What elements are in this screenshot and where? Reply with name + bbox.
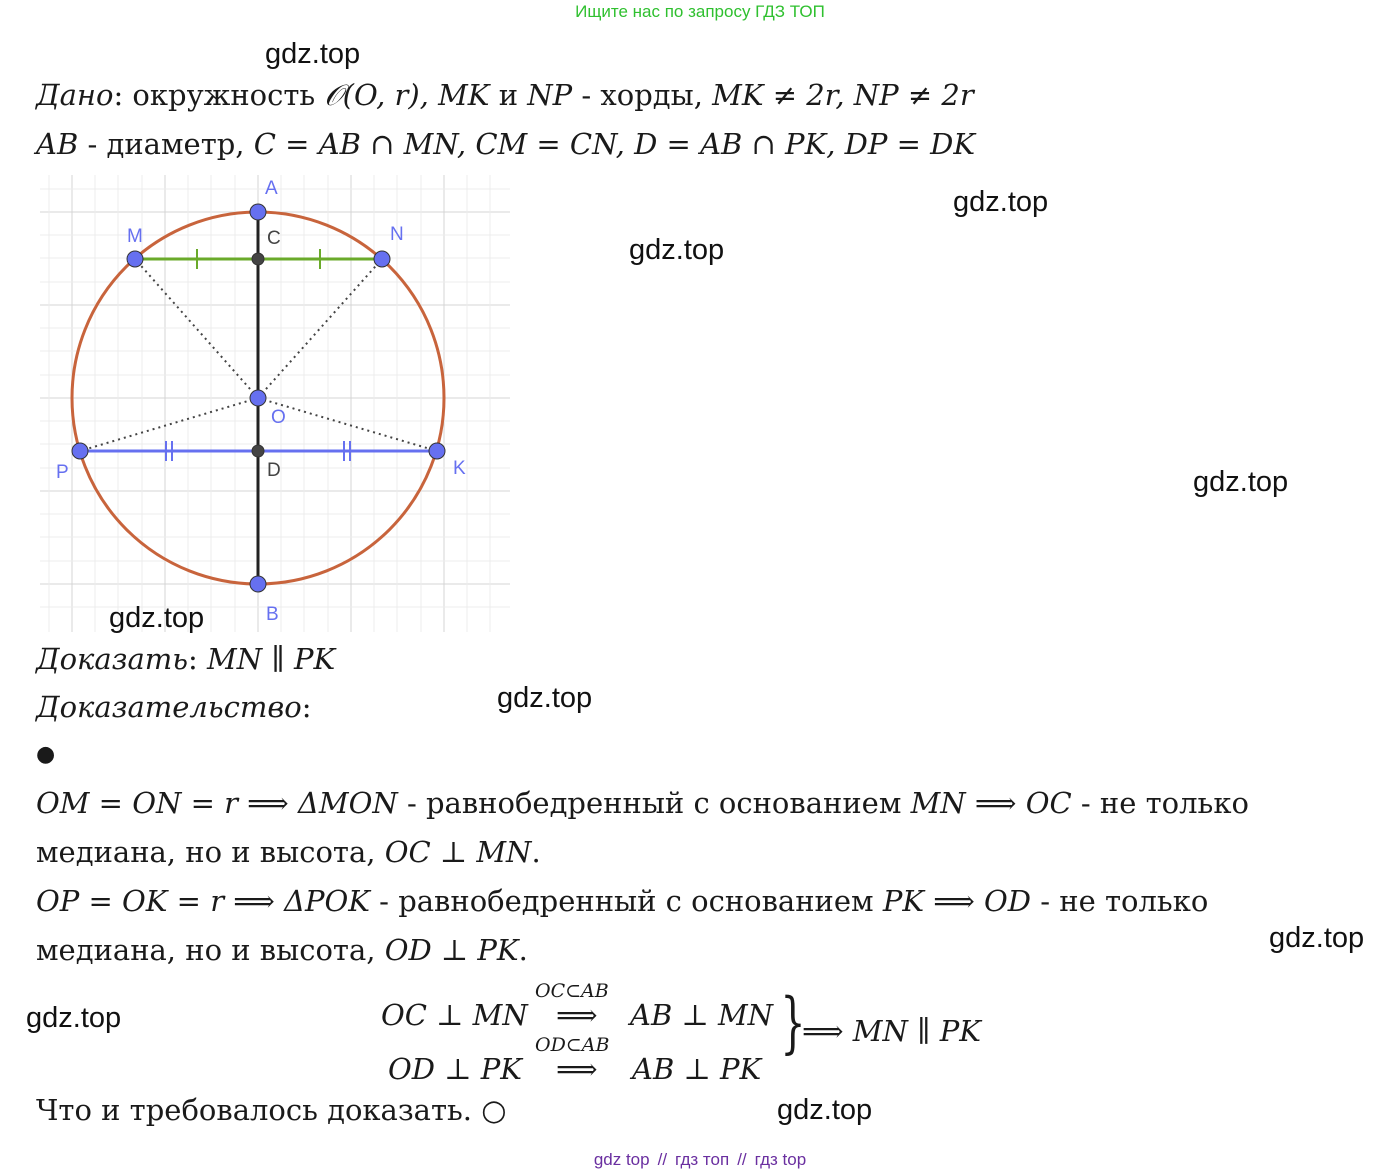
prove-line <box>36 642 335 676</box>
system-brace: } <box>780 984 806 1061</box>
system-row2-condition: OD⊂AB <box>535 1034 610 1056</box>
watermark: gdz.top <box>1193 466 1289 498</box>
geometry-figure <box>36 172 512 634</box>
footer-link[interactable]: гдз top <box>754 1150 807 1169</box>
label-m: M <box>127 226 143 247</box>
given-text: - диаметр, <box>78 127 254 161</box>
system-result: ⟹ MN ∥ PK <box>802 1014 981 1048</box>
watermark: gdz.top <box>953 186 1049 218</box>
system-row1-left: OC ⊥ MN <box>381 998 528 1032</box>
proof-text: . <box>518 933 528 967</box>
watermark: gdz.top <box>109 602 205 634</box>
given-label: Дано <box>36 78 114 112</box>
proof-label: Доказательство <box>36 690 302 724</box>
qed-text: Что и требовалось доказать. <box>36 1093 473 1127</box>
proof-text: - не только <box>1031 884 1209 918</box>
given-text: : окружность <box>113 78 325 112</box>
proof-math: OM = ON = r ⟹ ΔMON <box>36 786 398 820</box>
point-b <box>250 576 266 592</box>
prove-label: Доказать <box>36 642 189 676</box>
watermark: gdz.top <box>1269 922 1365 954</box>
footer-link[interactable]: gdz top <box>593 1150 650 1169</box>
proof-math: OC ⊥ MN <box>384 835 532 869</box>
label-a: A <box>265 178 278 199</box>
proof-text: - не только <box>1071 786 1249 820</box>
given-text: и <box>489 78 528 112</box>
given-line-2 <box>36 127 975 161</box>
point-d <box>252 445 264 457</box>
point-k <box>429 443 445 459</box>
proof-colon: : <box>301 690 312 724</box>
given-math: 𝒪(O, r), MK <box>324 78 490 112</box>
label-d: D <box>267 460 281 481</box>
qed-line <box>36 1093 507 1127</box>
proof-text: - равнобедренный с основанием <box>369 884 883 918</box>
label-p: P <box>56 462 69 483</box>
proof-text: медиана, но и высота, <box>36 933 385 967</box>
point-m <box>127 251 143 267</box>
proof-text: - равнобедренный с основанием <box>397 786 911 820</box>
given-math: MK ≠ 2r, NP ≠ 2r <box>712 78 974 112</box>
point-c <box>252 253 264 265</box>
proof-math: PK ⟹ OD <box>882 884 1032 918</box>
label-o: O <box>271 407 286 428</box>
footer-link[interactable]: гдз топ <box>675 1150 730 1169</box>
proof-heading <box>36 690 312 724</box>
footer-separator: // <box>737 1150 747 1169</box>
given-text: - хорды, <box>572 78 713 112</box>
label-k: K <box>453 458 466 479</box>
system-row2-arrow: ⟹ <box>556 1052 598 1086</box>
footer-links <box>0 1150 1400 1170</box>
system-row2-right: AB ⊥ PK <box>632 1052 762 1086</box>
given-math: NP <box>527 78 573 112</box>
prove-math: MN ∥ PK <box>207 642 336 676</box>
proof-text: . <box>531 835 541 869</box>
proof-text: медиана, но и высота, <box>36 835 385 869</box>
system-row1-condition: OC⊂AB <box>535 980 609 1002</box>
label-c: C <box>267 228 281 249</box>
given-math: C = AB ∩ MN, CM = CN, D = AB ∩ PK, DP = DK <box>253 127 976 161</box>
given-math: AB <box>36 127 79 161</box>
qed-mark: ○ <box>481 1093 507 1127</box>
bullet: ● <box>36 742 56 767</box>
label-b: B <box>266 604 279 625</box>
point-o <box>250 390 266 406</box>
proof-line-2 <box>36 835 541 869</box>
proof-line-3 <box>36 884 1208 918</box>
watermark: gdz.top <box>497 682 593 714</box>
prove-colon: : <box>188 642 208 676</box>
proof-line-1 <box>36 786 1249 820</box>
label-n: N <box>390 224 404 245</box>
watermark: gdz.top <box>1 1 5 2</box>
proof-math: OP = OK = r ⟹ ΔPOK <box>36 884 370 918</box>
watermark: gdz.top <box>777 1094 873 1126</box>
proof-math: OD ⊥ PK <box>384 933 519 967</box>
system-row1-arrow: ⟹ <box>556 998 598 1032</box>
given-line-1 <box>36 78 974 113</box>
watermark: gdz.top <box>629 234 725 266</box>
system-row2-left: OD ⊥ PK <box>388 1052 522 1086</box>
watermark: gdz.top <box>26 1002 122 1034</box>
system-row1-right: AB ⊥ MN <box>630 998 774 1032</box>
proof-line-4 <box>36 933 528 967</box>
point-a <box>250 204 266 220</box>
top-banner[interactable]: Ищите нас по запросу ГДЗ ТОП <box>575 2 825 21</box>
watermark: gdz.top <box>265 38 361 70</box>
point-n <box>374 251 390 267</box>
footer-separator: // <box>657 1150 668 1169</box>
proof-math: MN ⟹ OC <box>910 786 1072 820</box>
point-p <box>72 443 88 459</box>
